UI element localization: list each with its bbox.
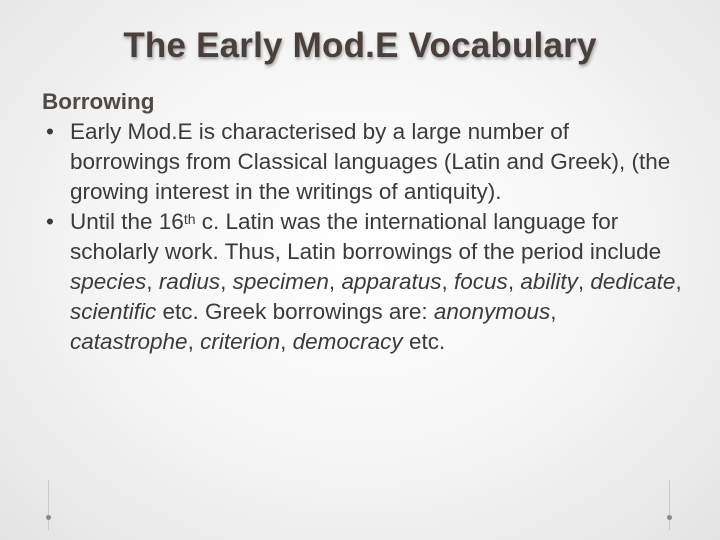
slide-body [42, 87, 682, 357]
greek-word: catastrophe [70, 329, 188, 354]
bullet-icon: • [46, 209, 54, 234]
ordinal-superscript: th [183, 211, 196, 227]
bullet-2-text-part-3: etc. Greek borrowings are: [156, 299, 434, 324]
greek-word: criterion [200, 329, 281, 354]
right-decorative-dot [667, 515, 672, 520]
latin-word: apparatus [341, 269, 442, 294]
bullet-item-1 [42, 117, 682, 207]
latin-word: specimen [232, 269, 329, 294]
left-decorative-rule [48, 480, 49, 530]
latin-word: species [70, 269, 147, 294]
greek-word: democracy [292, 329, 403, 354]
bullet-1-text: Early Mod.E is characterised by a large number of borrowings from Classical languages (Latin and Greek), (the growing interest in the writings of antiquity). [70, 119, 671, 204]
bullet-2-text-part-1: Until the 16 [70, 209, 184, 234]
bullet-list [42, 117, 682, 357]
latin-word: dedicate [590, 269, 676, 294]
bullet-2-text-part-4: etc. [402, 329, 446, 354]
bullet-item-2: • Until the 16th c. Latin was the international language for scholarly work. Thus, Latin borrowings of the period include species, radius, specimen, apparatus, focus, ability, dedicate, scientific etc. Greek borrowings are: anonymous, catastrophe, criterion, democracy etc. [46, 209, 682, 354]
right-decorative-rule [669, 480, 670, 530]
latin-word: radius [158, 269, 221, 294]
left-decorative-dot [46, 515, 51, 520]
latin-word: ability [520, 269, 578, 294]
bullet-icon: • [46, 119, 54, 144]
latin-word: focus [454, 269, 508, 294]
greek-word: anonymous [433, 299, 551, 324]
section-heading: Borrowing [42, 89, 155, 114]
bullet-2-text-part-2: c. Latin was the international language for scholarly work. Thus, Latin borrowings of the period include [70, 209, 662, 264]
latin-word: scientific [70, 299, 157, 324]
slide-title: The Early Mod.E Vocabulary [123, 26, 597, 65]
